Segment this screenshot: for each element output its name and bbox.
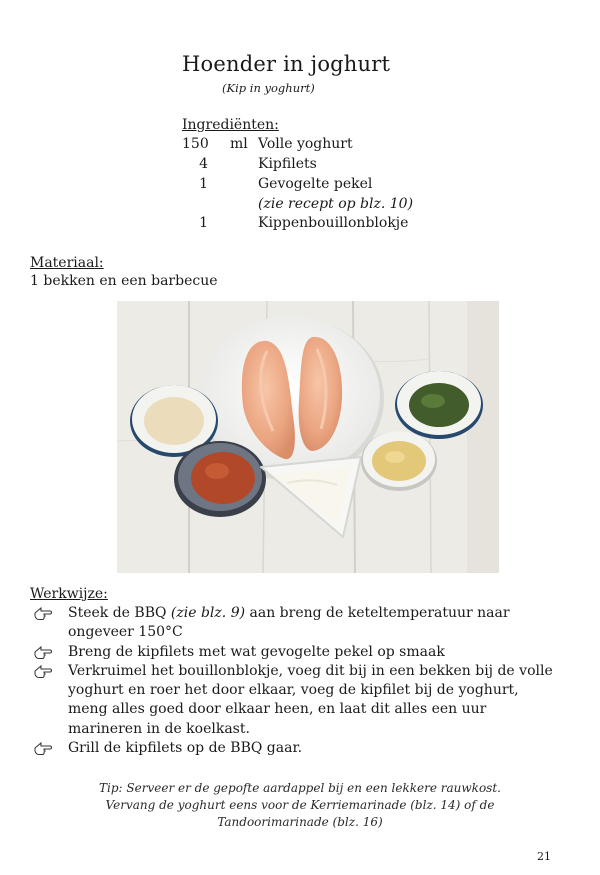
method-steps bbox=[30, 604, 560, 758]
method-step bbox=[30, 604, 560, 643]
method-heading: Werkwijze: bbox=[30, 586, 108, 602]
ingredient-row bbox=[182, 156, 482, 176]
tip-line: Tip: Serveer er de gepofte aardappel bij en een lekkere rauwkost. bbox=[99, 781, 501, 795]
method-step bbox=[30, 739, 560, 758]
materials-text: 1 bekken en een barbecue bbox=[30, 273, 218, 289]
ingredient-qty: 1 bbox=[199, 215, 208, 231]
recipe-photo bbox=[117, 301, 499, 573]
ingredients-heading: Ingrediënten: bbox=[182, 117, 279, 133]
tip-line: Tandoorimarinade (blz. 16) bbox=[217, 815, 383, 829]
pointing-hand-icon bbox=[34, 741, 52, 756]
tip-note bbox=[60, 780, 540, 831]
ingredient-qty: 4 bbox=[199, 156, 208, 172]
method-step bbox=[30, 662, 560, 739]
page-number: 21 bbox=[537, 850, 551, 863]
step-text: Breng de kipfilets met wat gevogelte pekel op smaak bbox=[68, 643, 445, 660]
step-text: Grill de kipfilets op de BBQ gaar. bbox=[68, 740, 303, 757]
recipe-subtitle: (Kip in yoghurt) bbox=[222, 81, 315, 95]
ingredient-name: Kippenbouillonblokje bbox=[258, 215, 409, 231]
ingredient-name: Gevogelte pekel bbox=[258, 176, 373, 192]
step-text-continued: aan breng de keteltemperatuur naar ongeveer 150°C bbox=[68, 605, 510, 641]
ingredient-note-row bbox=[182, 196, 482, 216]
pointing-hand-icon bbox=[34, 664, 52, 679]
step-text: Verkruimel het bouillonblokje, voeg dit bij in een bekken bij de volle yoghurt en roer het door elkaar, voeg de kipfilet bij de yoghurt, meng alles goed door elkaar heen, en laat dit alles een uur marineren in de koelkast. bbox=[68, 662, 553, 737]
ingredient-unit: ml bbox=[230, 136, 248, 152]
ingredient-note: (zie recept op blz. 10) bbox=[258, 196, 414, 212]
pointing-hand-icon bbox=[34, 645, 52, 660]
ingredient-row bbox=[182, 215, 482, 235]
pointing-hand-icon bbox=[34, 606, 52, 621]
method-step bbox=[30, 643, 560, 662]
ingredient-name: Kipfilets bbox=[258, 156, 317, 172]
ingredient-name: Volle yoghurt bbox=[258, 136, 353, 152]
ingredient-qty: 150 bbox=[182, 136, 209, 152]
tip-line: Vervang de yoghurt eens voor de Kerriemarinade (blz. 14) of de bbox=[105, 798, 495, 812]
ingredient-row bbox=[182, 176, 482, 196]
recipe-title: Hoender in joghurt bbox=[182, 52, 391, 76]
materials-heading: Materiaal: bbox=[30, 255, 104, 271]
ingredients-photo-illustration bbox=[117, 301, 499, 573]
step-page-reference: (zie blz. 9) bbox=[170, 605, 246, 621]
step-text: Steek de BBQ bbox=[68, 605, 171, 621]
ingredient-qty: 1 bbox=[199, 176, 208, 192]
ingredient-row bbox=[182, 136, 482, 156]
